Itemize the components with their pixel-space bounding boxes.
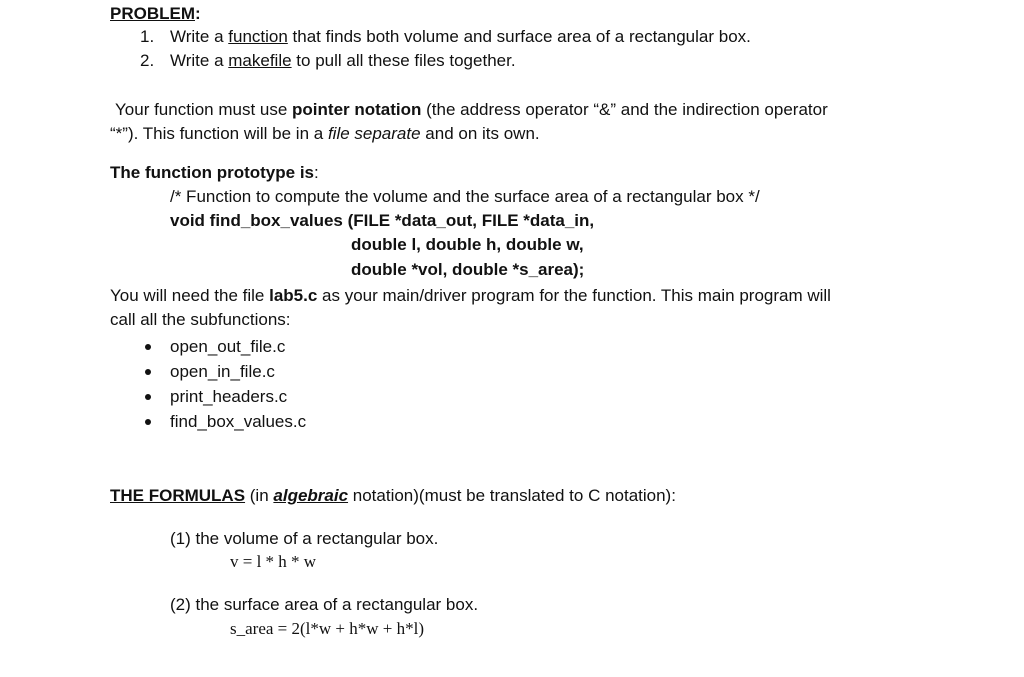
prototype-line-2: double l, double h, double w, (351, 235, 584, 254)
formula-1-label: (1) the volume of a rectangular box. (170, 529, 439, 548)
task-2: 2. Write a makefile to pull all these files together. (140, 51, 516, 70)
makefile-term: makefile (228, 51, 292, 70)
prototype-line-1: void find_box_values (FILE *data_out, FILE *data_in, (170, 211, 595, 230)
file-item: print_headers.c (170, 387, 288, 406)
main-para-line-1: You will need the file lab5.c as your main/driver program for the function. This main program will (110, 286, 831, 305)
bullet-icon (145, 394, 151, 400)
task-1: 1. Write a function that finds both volume and surface area of a rectangular box. (140, 27, 751, 46)
pointer-para-line-1: Your function must use pointer notation (the address operator “&” and the indirection operator (115, 100, 828, 119)
formula-2-label: (2) the surface area of a rectangular box. (170, 595, 479, 614)
bullet-icon (145, 419, 151, 425)
function-term: function (228, 27, 288, 46)
prototype-heading: The function prototype is: (110, 163, 319, 182)
prototype-line-3: double *vol, double *s_area); (351, 260, 585, 279)
formulas-heading: THE FORMULAS (in algebraic notation)(must be translated to C notation): (110, 486, 676, 505)
file-item: open_out_file.c (170, 337, 286, 356)
file-item: find_box_values.c (170, 412, 307, 431)
pointer-para-line-2: “*”). This function will be in a file separate and on its own. (110, 124, 540, 143)
formula-2-equation: s_area = 2(l*w + h*w + h*l) (230, 619, 424, 638)
bullet-icon (145, 344, 151, 350)
problem-heading: PROBLEM: (110, 4, 201, 23)
file-item: open_in_file.c (170, 362, 275, 381)
formula-1-equation: v = l * h * w (230, 552, 317, 571)
prototype-comment: /* Function to compute the volume and the surface area of a rectangular box */ (170, 187, 760, 206)
main-para-line-2: call all the subfunctions: (110, 310, 291, 329)
bullet-icon (145, 369, 151, 375)
